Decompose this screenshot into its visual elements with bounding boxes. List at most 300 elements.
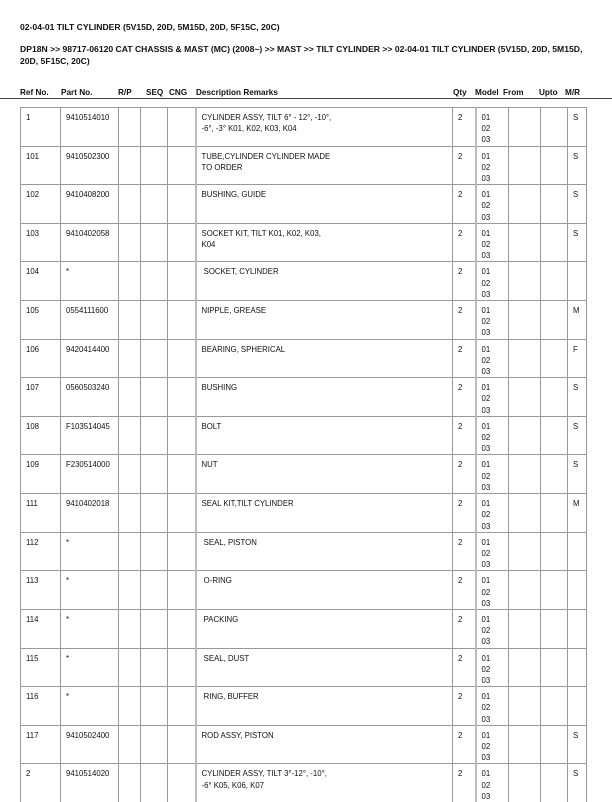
table-row <box>21 223 587 262</box>
qty-text: 2 <box>458 190 463 200</box>
cell-upto <box>541 339 568 378</box>
cell-description <box>196 532 453 571</box>
cell-rp <box>119 378 141 417</box>
cell-rp <box>119 416 141 455</box>
cell-model <box>476 725 509 764</box>
cell-upto <box>541 609 568 648</box>
cell-model <box>476 532 509 571</box>
description-text: BUSHING, GUIDE <box>201 190 267 200</box>
cell-part-no <box>61 339 119 378</box>
cell-qty <box>453 687 476 726</box>
cell-rp <box>119 146 141 185</box>
cell-from <box>509 455 541 494</box>
description-text: NIPPLE, GREASE <box>201 306 267 316</box>
table-row <box>21 262 587 301</box>
cell-part-no <box>61 609 119 648</box>
cell-from <box>509 609 541 648</box>
ref-no-text: 103 <box>26 228 40 238</box>
cell-upto <box>541 532 568 571</box>
ref-no-text: 104 <box>26 267 40 277</box>
cell-cng <box>168 223 196 262</box>
mr-text: S <box>573 730 579 740</box>
cell-part-no <box>61 687 119 726</box>
cell-description <box>196 185 453 224</box>
cell-qty <box>453 532 476 571</box>
cell-part-no <box>61 223 119 262</box>
qty-text: 2 <box>458 769 463 779</box>
qty-text: 2 <box>458 653 463 663</box>
cell-mr <box>568 416 587 455</box>
cell-model <box>476 223 509 262</box>
cell-rp <box>119 532 141 571</box>
table-row <box>21 687 587 726</box>
cell-upto <box>541 494 568 533</box>
cell-seq <box>141 108 168 147</box>
model-text: 01 02 03 <box>481 653 491 685</box>
model-text: 01 02 03 <box>481 421 491 454</box>
cell-from <box>509 108 541 147</box>
qty-text: 2 <box>458 306 463 316</box>
cell-seq <box>141 262 168 301</box>
cell-qty <box>453 378 476 417</box>
cell-model <box>476 609 509 648</box>
model-text: 01 02 03 <box>481 383 491 415</box>
cell-qty <box>453 262 476 301</box>
cell-upto <box>541 648 568 687</box>
cell-model <box>476 764 509 802</box>
description-text: SEAL KIT,TILT CYLINDER <box>201 499 294 509</box>
qty-text: 2 <box>458 421 463 431</box>
breadcrumb: DP18N >> 98717-06120 CAT CHASSIS & MAST (MC) (2008~) >> MAST >> TILT CYLINDER >> 02-04-01 TILT CYLINDER (5V15D, 20D, 5M15D, 20D, 5F15C, 20C) <box>20 44 583 66</box>
cell-cng <box>168 687 196 726</box>
description-text: BOLT <box>201 421 222 431</box>
model-text: 01 02 03 <box>481 267 491 299</box>
cell-cng <box>168 494 196 533</box>
part-no-text: F103514045 <box>66 421 110 431</box>
cell-part-no <box>61 301 119 340</box>
cell-from <box>509 764 541 802</box>
cell-from <box>509 725 541 764</box>
cell-upto <box>541 301 568 340</box>
cell-mr <box>568 494 587 533</box>
model-text: 01 02 03 <box>481 113 491 145</box>
cell-part-no <box>61 416 119 455</box>
cell-mr <box>568 185 587 224</box>
cell-ref-no <box>21 378 61 417</box>
cell-qty <box>453 339 476 378</box>
model-text: 01 02 03 <box>481 537 491 570</box>
mr-text: S <box>573 228 579 238</box>
model-text: 01 02 03 <box>481 769 491 801</box>
table-row <box>21 609 587 648</box>
column-header-part-no: Part No. <box>61 88 93 97</box>
part-no-text: 9410408200 <box>66 190 110 200</box>
cell-from <box>509 301 541 340</box>
cell-upto <box>541 764 568 802</box>
cell-ref-no <box>21 725 61 764</box>
cell-description <box>196 609 453 648</box>
part-no-text: * <box>66 692 70 702</box>
cell-ref-no <box>21 301 61 340</box>
cell-upto <box>541 416 568 455</box>
ref-no-text: 1 <box>26 113 31 122</box>
description-text: BEARING, SPHERICAL <box>201 344 286 354</box>
description-text: ROD ASSY, PISTON <box>201 730 274 740</box>
cell-description <box>196 108 453 147</box>
cell-model <box>476 687 509 726</box>
cell-model <box>476 455 509 494</box>
cell-ref-no <box>21 223 61 262</box>
cell-description <box>196 687 453 726</box>
model-text: 01 02 03 <box>481 306 491 338</box>
ref-no-text: 116 <box>26 692 39 702</box>
cell-seq <box>141 301 168 340</box>
cell-ref-no <box>21 764 61 802</box>
cell-ref-no <box>21 571 61 610</box>
model-text: 01 02 03 <box>481 576 491 608</box>
cell-ref-no <box>21 185 61 224</box>
qty-text: 2 <box>458 383 463 393</box>
mr-text: S <box>573 421 579 431</box>
cell-upto <box>541 687 568 726</box>
cell-rp <box>119 455 141 494</box>
cell-description <box>196 146 453 185</box>
model-text: 01 02 03 <box>481 730 491 763</box>
part-no-text: 0560503240 <box>66 383 110 393</box>
cell-part-no <box>61 262 119 301</box>
cell-model <box>476 571 509 610</box>
cell-description <box>196 648 453 687</box>
description-text: SOCKET KIT, TILT K01, K02, K03, K04 <box>201 228 321 250</box>
model-text: 01 02 03 <box>481 228 491 261</box>
qty-text: 2 <box>458 267 463 277</box>
mr-text: S <box>573 113 579 122</box>
qty-text: 2 <box>458 614 463 624</box>
cell-rp <box>119 223 141 262</box>
model-text: 01 02 03 <box>481 151 491 184</box>
cell-model <box>476 648 509 687</box>
cell-mr <box>568 108 587 147</box>
cell-model <box>476 416 509 455</box>
cell-seq <box>141 416 168 455</box>
qty-text: 2 <box>458 692 463 702</box>
model-text: 01 02 03 <box>481 692 491 724</box>
part-no-text: 9410402018 <box>66 499 110 509</box>
table-row <box>21 494 587 533</box>
cell-from <box>509 378 541 417</box>
cell-from <box>509 416 541 455</box>
description-text: SOCKET, CYLINDER <box>201 267 279 277</box>
cell-seq <box>141 532 168 571</box>
part-no-text: 9410502400 <box>66 730 110 740</box>
table-row <box>21 455 587 494</box>
part-no-text: * <box>66 576 70 586</box>
cell-upto <box>541 571 568 610</box>
column-header-upto: Upto <box>539 88 558 97</box>
cell-mr <box>568 532 587 571</box>
part-no-text: 9410402058 <box>66 228 110 238</box>
cell-cng <box>168 378 196 417</box>
cell-upto <box>541 223 568 262</box>
part-no-text: F230514000 <box>66 460 110 470</box>
mr-text: S <box>573 769 579 779</box>
cell-qty <box>453 571 476 610</box>
table-row <box>21 339 587 378</box>
column-header-seq: SEQ <box>146 88 164 97</box>
table-row <box>21 416 587 455</box>
cell-description <box>196 764 453 802</box>
description-text: CYLINDER ASSY, TILT 3°-12°, -10°, -6° K05, K06, K07 <box>201 769 327 790</box>
cell-seq <box>141 764 168 802</box>
cell-from <box>509 494 541 533</box>
cell-mr <box>568 725 587 764</box>
ref-no-text: 102 <box>26 190 40 200</box>
description-text: SEAL, PISTON <box>201 537 257 547</box>
ref-no-text: 105 <box>26 306 40 316</box>
column-header-rp: R/P <box>118 88 132 97</box>
model-text: 01 02 03 <box>481 344 491 377</box>
ref-no-text: 108 <box>26 421 40 431</box>
cell-cng <box>168 301 196 340</box>
cell-seq <box>141 455 168 494</box>
cell-upto <box>541 262 568 301</box>
cell-model <box>476 108 509 147</box>
cell-qty <box>453 146 476 185</box>
part-no-text: * <box>66 614 70 624</box>
table-row <box>21 146 587 185</box>
cell-mr <box>568 146 587 185</box>
part-no-text: * <box>66 653 70 663</box>
cell-model <box>476 301 509 340</box>
cell-upto <box>541 146 568 185</box>
cell-ref-no <box>21 416 61 455</box>
cell-seq <box>141 571 168 610</box>
qty-text: 2 <box>458 151 463 161</box>
qty-text: 2 <box>458 537 463 547</box>
cell-cng <box>168 416 196 455</box>
table-row <box>21 725 587 764</box>
cell-rp <box>119 687 141 726</box>
cell-description <box>196 378 453 417</box>
description-text: BUSHING <box>201 383 238 393</box>
description-text: NUT <box>201 460 218 470</box>
cell-cng <box>168 455 196 494</box>
cell-ref-no <box>21 609 61 648</box>
cell-seq <box>141 687 168 726</box>
cell-cng <box>168 764 196 802</box>
cell-mr <box>568 301 587 340</box>
qty-text: 2 <box>458 228 463 238</box>
cell-upto <box>541 108 568 147</box>
cell-cng <box>168 262 196 301</box>
ref-no-text: 115 <box>26 653 39 663</box>
column-header-ref-no: Ref No. <box>20 88 49 97</box>
model-text: 01 02 03 <box>481 499 491 531</box>
cell-mr <box>568 262 587 301</box>
cell-qty <box>453 416 476 455</box>
cell-from <box>509 687 541 726</box>
cell-qty <box>453 108 476 147</box>
part-no-text: 9410502300 <box>66 151 110 161</box>
cell-seq <box>141 146 168 185</box>
cell-cng <box>168 725 196 764</box>
cell-rp <box>119 764 141 802</box>
cell-model <box>476 339 509 378</box>
cell-qty <box>453 185 476 224</box>
cell-rp <box>119 725 141 764</box>
cell-part-no <box>61 648 119 687</box>
column-header-mr: M/R <box>565 88 581 97</box>
cell-upto <box>541 725 568 764</box>
mr-text: F <box>573 344 578 354</box>
cell-part-no <box>61 108 119 147</box>
mr-text: S <box>573 190 579 200</box>
model-text: 01 02 03 <box>481 460 491 492</box>
cell-part-no <box>61 146 119 185</box>
cell-from <box>509 262 541 301</box>
cell-part-no <box>61 532 119 571</box>
table-row <box>21 764 587 802</box>
cell-mr <box>568 571 587 610</box>
ref-no-text: 107 <box>26 383 40 393</box>
model-text: 01 02 03 <box>481 190 491 222</box>
cell-cng <box>168 146 196 185</box>
cell-ref-no <box>21 146 61 185</box>
column-header-cng: CNG <box>169 88 188 97</box>
cell-qty <box>453 725 476 764</box>
cell-seq <box>141 378 168 417</box>
ref-no-text: 101 <box>26 151 40 161</box>
cell-part-no <box>61 185 119 224</box>
cell-description <box>196 262 453 301</box>
cell-description <box>196 416 453 455</box>
cell-description <box>196 339 453 378</box>
cell-part-no <box>61 455 119 494</box>
model-text: 01 02 03 <box>481 614 491 647</box>
cell-from <box>509 532 541 571</box>
cell-cng <box>168 108 196 147</box>
cell-model <box>476 185 509 224</box>
cell-mr <box>568 764 587 802</box>
cell-ref-no <box>21 455 61 494</box>
cell-from <box>509 571 541 610</box>
cell-description <box>196 725 453 764</box>
part-no-text: * <box>66 267 70 277</box>
description-text: O-RING <box>201 576 232 586</box>
cell-ref-no <box>21 108 61 147</box>
cell-mr <box>568 455 587 494</box>
cell-rp <box>119 571 141 610</box>
cell-mr <box>568 223 587 262</box>
ref-no-text: 113 <box>26 576 39 586</box>
cell-from <box>509 648 541 687</box>
cell-rp <box>119 609 141 648</box>
cell-seq <box>141 223 168 262</box>
cell-from <box>509 223 541 262</box>
description-text: TUBE,CYLINDER CYLINDER MADE TO ORDER <box>201 151 331 172</box>
table-row <box>21 301 587 340</box>
mr-text: S <box>573 460 579 470</box>
cell-model <box>476 494 509 533</box>
qty-text: 2 <box>458 576 463 586</box>
cell-model <box>476 378 509 417</box>
cell-mr <box>568 339 587 378</box>
cell-upto <box>541 455 568 494</box>
mr-text: S <box>573 151 579 161</box>
table-row <box>21 648 587 687</box>
cell-description <box>196 494 453 533</box>
ref-no-text: 111 <box>26 499 38 509</box>
qty-text: 2 <box>458 730 463 740</box>
cell-ref-no <box>21 648 61 687</box>
ref-no-text: 109 <box>26 460 40 470</box>
cell-seq <box>141 609 168 648</box>
cell-seq <box>141 185 168 224</box>
mr-text: S <box>573 383 579 393</box>
header-divider <box>0 98 612 99</box>
parts-table <box>20 107 587 802</box>
ref-no-text: 2 <box>26 769 31 779</box>
description-text: CYLINDER ASSY, TILT 6° - 12°, -10°, -6°, -3° K01, K02, K03, K04 <box>201 113 332 134</box>
cell-upto <box>541 185 568 224</box>
ref-no-text: 112 <box>26 537 39 547</box>
cell-qty <box>453 764 476 802</box>
cell-ref-no <box>21 339 61 378</box>
cell-qty <box>453 223 476 262</box>
cell-rp <box>119 262 141 301</box>
cell-rp <box>119 648 141 687</box>
cell-from <box>509 146 541 185</box>
cell-ref-no <box>21 262 61 301</box>
cell-rp <box>119 494 141 533</box>
cell-rp <box>119 339 141 378</box>
column-header-description: Description Remarks <box>196 88 278 97</box>
cell-rp <box>119 301 141 340</box>
cell-seq <box>141 494 168 533</box>
cell-qty <box>453 494 476 533</box>
cell-cng <box>168 532 196 571</box>
part-no-text: 9410514010 <box>66 113 110 122</box>
column-header-qty: Qty <box>453 88 467 97</box>
cell-cng <box>168 609 196 648</box>
cell-cng <box>168 339 196 378</box>
column-header-from: From <box>503 88 524 97</box>
cell-description <box>196 455 453 494</box>
ref-no-text: 106 <box>26 344 40 354</box>
cell-part-no <box>61 725 119 764</box>
cell-part-no <box>61 494 119 533</box>
cell-from <box>509 185 541 224</box>
cell-description <box>196 571 453 610</box>
cell-cng <box>168 185 196 224</box>
table-row <box>21 532 587 571</box>
cell-mr <box>568 609 587 648</box>
cell-ref-no <box>21 687 61 726</box>
ref-no-text: 117 <box>26 730 39 740</box>
cell-seq <box>141 339 168 378</box>
cell-qty <box>453 301 476 340</box>
cell-cng <box>168 648 196 687</box>
qty-text: 2 <box>458 499 463 509</box>
part-no-text: * <box>66 537 70 547</box>
cell-upto <box>541 378 568 417</box>
description-text: RING, BUFFER <box>201 692 259 702</box>
part-no-text: 9420414400 <box>66 344 110 354</box>
cell-qty <box>453 455 476 494</box>
cell-description <box>196 301 453 340</box>
cell-rp <box>119 108 141 147</box>
table-row <box>21 108 587 147</box>
